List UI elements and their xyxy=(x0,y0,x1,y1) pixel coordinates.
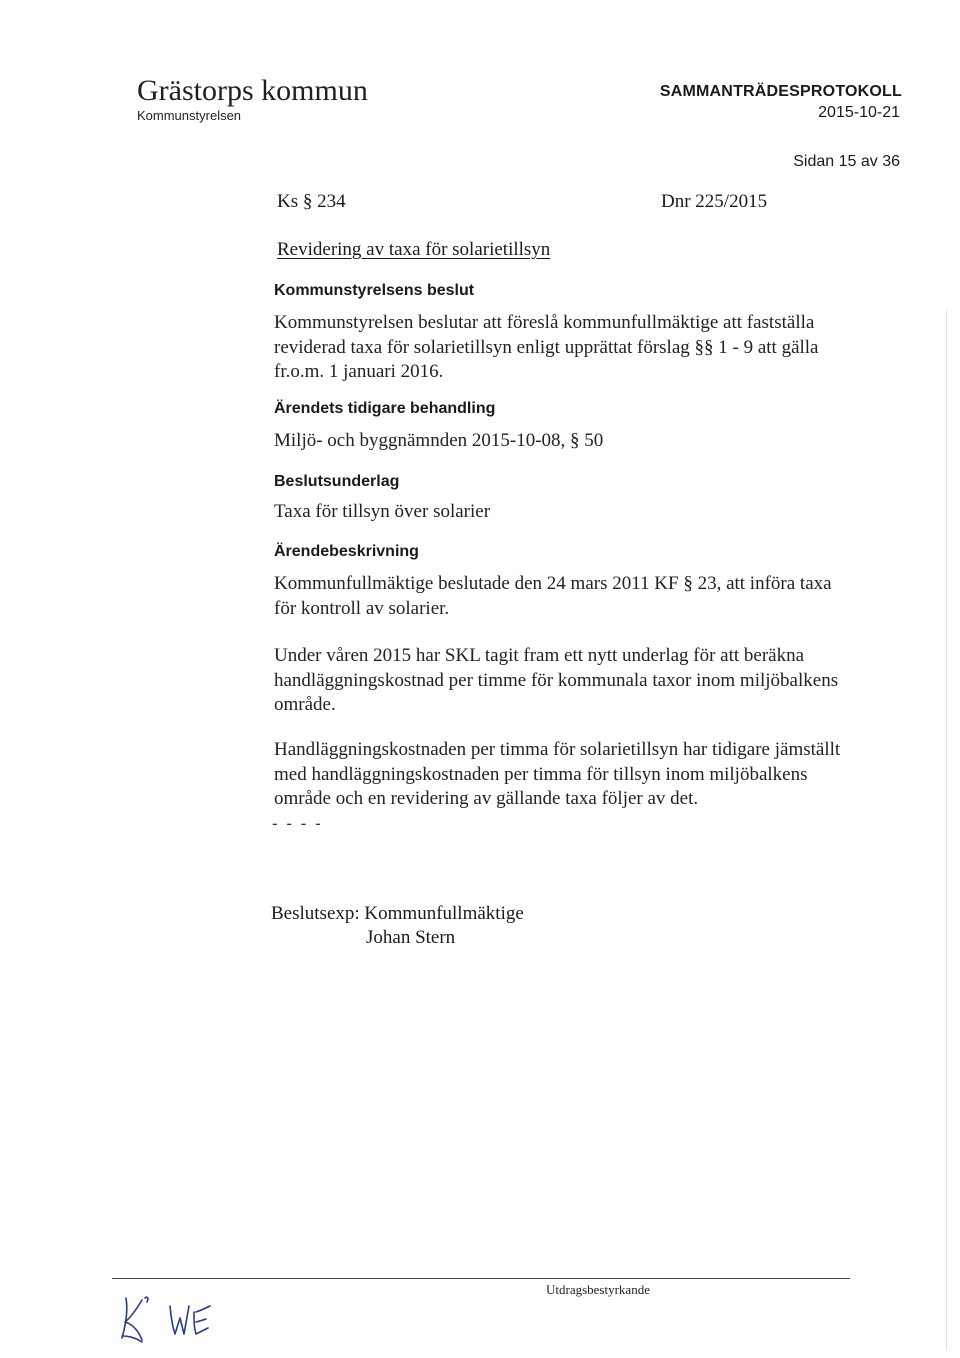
previous-handling-heading: Ärendets tidigare behandling xyxy=(274,400,496,417)
scan-edge-line xyxy=(946,310,947,1350)
case-description-heading: Ärendebeskrivning xyxy=(274,543,419,560)
meeting-date: 2015-10-21 xyxy=(818,104,900,121)
dispatch-label: Beslutsexp: Kommunfullmäktige xyxy=(271,903,524,924)
previous-handling-text: Miljö- och byggnämnden 2015-10-08, § 50 xyxy=(274,430,604,451)
decision-basis-text: Taxa för tillsyn över solarier xyxy=(274,501,491,522)
footer-divider xyxy=(112,1278,850,1279)
section-end-dashes: - - - - xyxy=(272,814,323,833)
case-description-paragraph-2: Under våren 2015 har SKL tagit fram ett nytt underlag för att beräkna handläggningskostnad per timme för kommunala taxor inom miljöbalkens område. xyxy=(274,645,839,715)
case-number: Dnr 225/2015 xyxy=(661,191,768,212)
decision-heading: Kommunstyrelsens beslut xyxy=(274,282,475,299)
case-description-paragraph-1: Kommunfullmäktige beslutade den 24 mars 2011 KF § 23, att införa taxa för kontroll av solarier. xyxy=(274,573,832,619)
municipality-name: Grästorps kommun xyxy=(137,74,368,107)
decision-basis-heading: Beslutsunderlag xyxy=(274,473,400,490)
certification-label: Utdragsbestyrkande xyxy=(546,1282,650,1297)
dispatch-recipient: Johan Stern xyxy=(366,927,456,948)
board-name: Kommunstyrelsen xyxy=(137,108,242,123)
paragraph-reference: Ks § 234 xyxy=(277,191,346,212)
handwritten-initials xyxy=(112,1290,232,1346)
case-title: Revidering av taxa för solarietillsyn xyxy=(277,239,551,260)
decision-text: Kommunstyrelsen beslutar att föreslå kommunfullmäktige att fastställa reviderad taxa för solarietillsyn enligt upprättat förslag §§ 1 - 9 att gälla fr.o.m. 1 januari 2016. xyxy=(274,312,819,382)
page-number: Sidan 15 av 36 xyxy=(793,153,900,170)
case-description-paragraph-3: Handläggningskostnaden per timma för solarietillsyn har tidigare jämställt med handläggningskostnaden per timma för tillsyn inom miljöbalkens område och en revidering av gällande taxa följer av det. xyxy=(274,739,841,809)
document-type: SAMMANTRÄDESPROTOKOLL xyxy=(659,83,902,100)
